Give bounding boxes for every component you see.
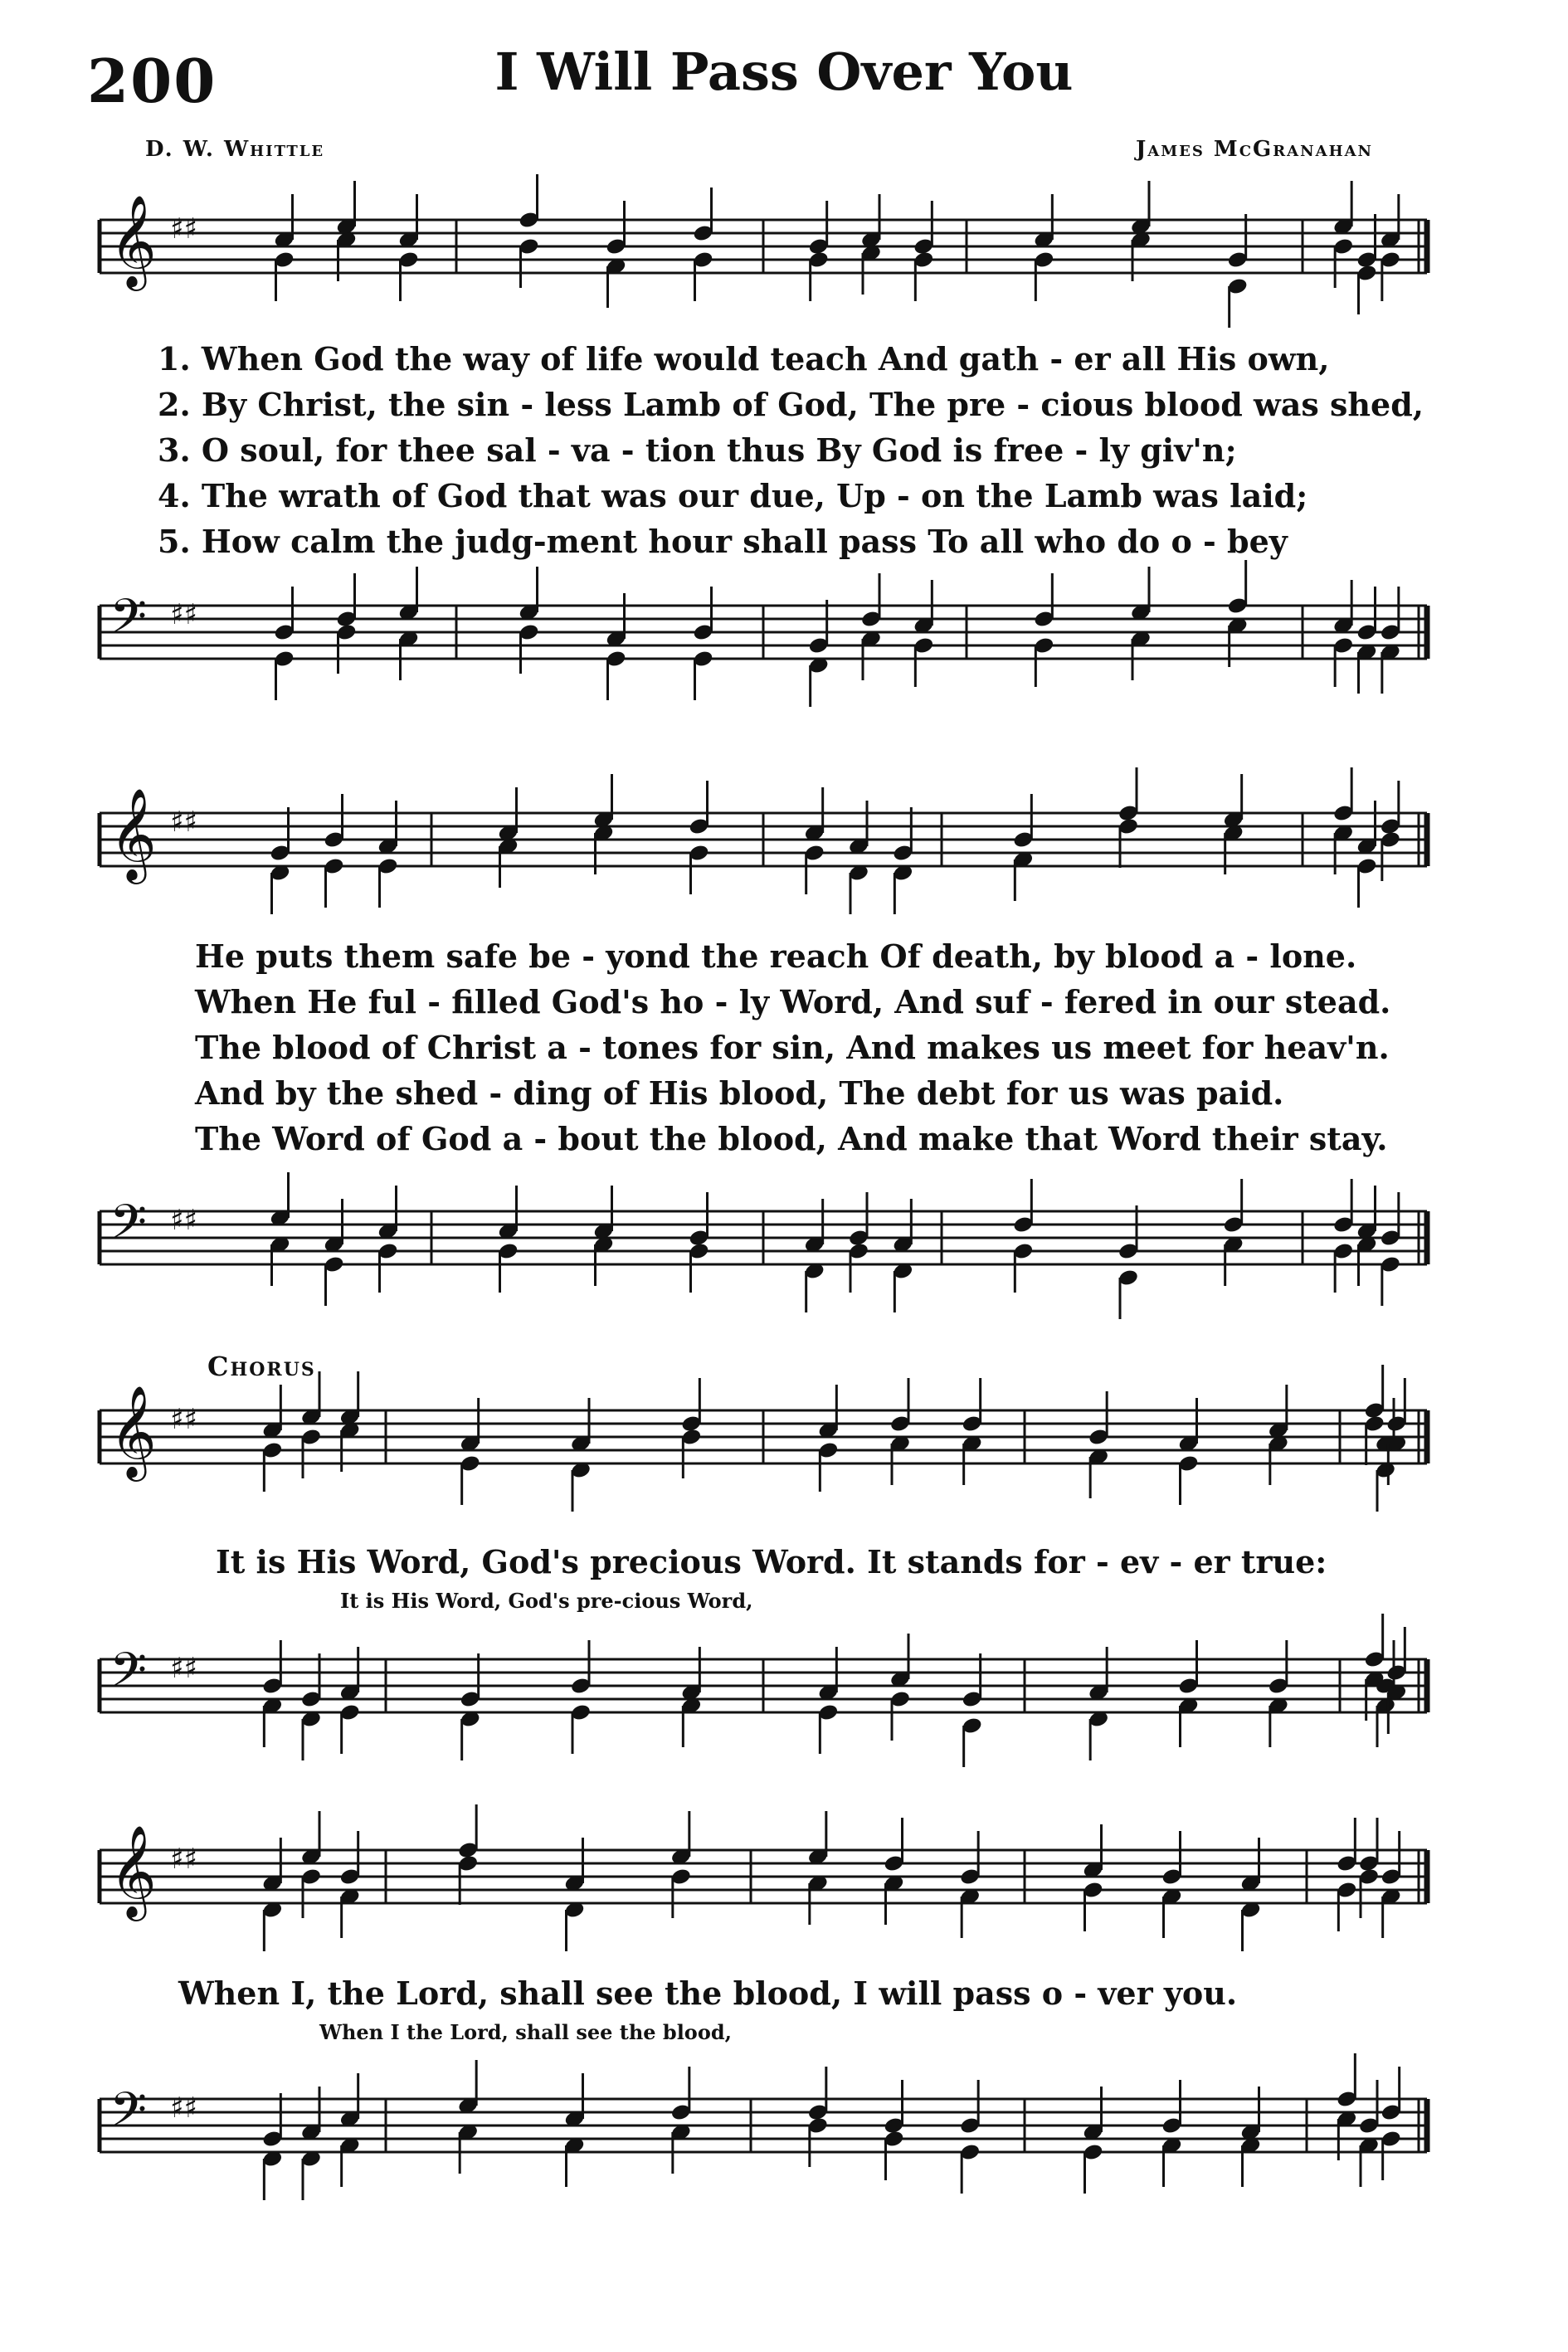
treble-staff-system-4 (0, 1809, 1568, 1958)
svg-text:♯♯: ♯♯ (170, 1843, 197, 1876)
treble-staff-system-1 (0, 195, 1568, 328)
svg-text:𝄞: 𝄞 (110, 1824, 157, 1917)
hymn-title: I Will Pass Over You (494, 41, 1074, 102)
svg-text:𝄢: 𝄢 (110, 1642, 148, 1710)
svg-text:𝄞: 𝄞 (110, 787, 157, 880)
svg-text:♯♯: ♯♯ (170, 212, 197, 246)
verse-5-line-1: 5. How calm the judg-ment hour shall pass To all who do o - bey (158, 523, 1288, 560)
hymn-number: 200 (87, 46, 217, 116)
svg-text:♯♯: ♯♯ (170, 2091, 197, 2125)
svg-text:♯♯: ♯♯ (170, 1652, 197, 1685)
svg-text:♯♯: ♯♯ (170, 1403, 197, 1436)
verse-2-line-1: 2. By Christ, the sin - less Lamb of God, The pre - cious blood was shed, (158, 386, 1424, 423)
composer-credit: James McGranahan (1135, 137, 1373, 162)
svg-text:𝄢: 𝄢 (110, 2082, 148, 2150)
lyricist-credit: D. W. Whittle (145, 137, 325, 162)
verse-4-line-2: And by the shed - ding of His blood, The debt for us was paid. (195, 1074, 1284, 1112)
bass-staff-system-4 (0, 2049, 1568, 2215)
svg-text:𝄢: 𝄢 (110, 588, 148, 656)
svg-text:𝄢: 𝄢 (110, 1194, 148, 1262)
verse-4-line-1: 4. The wrath of God that was our due, Up - on the Lamb was laid; (158, 477, 1308, 514)
treble-staff-system-2 (0, 788, 1568, 913)
treble-staff-system-3 (0, 1385, 1568, 1527)
verse-1-line-2: He puts them safe be - yond the reach Of death, by blood a - lone. (195, 937, 1357, 975)
chorus-label: Chorus (207, 1351, 316, 1382)
svg-text:♯♯: ♯♯ (170, 598, 197, 631)
verse-5-line-2: The Word of God a - bout the blood, And make that Word their stay. (195, 1120, 1388, 1157)
bass-staff-system-1 (0, 581, 1568, 722)
verse-3-line-1: 3. O soul, for thee sal - va - tion thus By God is free - ly giv'n; (158, 431, 1237, 469)
svg-text:♯♯: ♯♯ (170, 806, 197, 839)
verse-2-line-2: When He ful - filled God's ho - ly Word, And suf - fered in our stead. (195, 983, 1391, 1020)
verse-1-line-1: 1. When God the way of life would teach And gath - er all His own, (158, 340, 1330, 377)
svg-text:𝄞: 𝄞 (110, 1385, 157, 1478)
chorus-echo-2: When I the Lord, shall see the blood, (319, 2020, 732, 2044)
bass-staff-system-2 (0, 1170, 1568, 1311)
svg-text:𝄞: 𝄞 (110, 194, 157, 287)
bass-staff-system-3 (0, 1618, 1568, 1775)
verse-3-line-2: The blood of Christ a - tones for sin, And makes us meet for heav'n. (195, 1029, 1390, 1066)
chorus-line-2: When I, the Lord, shall see the blood, I will pass o - ver you. (178, 1975, 1238, 2012)
svg-text:♯♯: ♯♯ (170, 1204, 197, 1237)
chorus-echo-1: It is His Word, God's pre-cious Word, (340, 1589, 753, 1613)
chorus-line-1: It is His Word, God's precious Word. It stands for - ev - er true: (216, 1543, 1327, 1580)
